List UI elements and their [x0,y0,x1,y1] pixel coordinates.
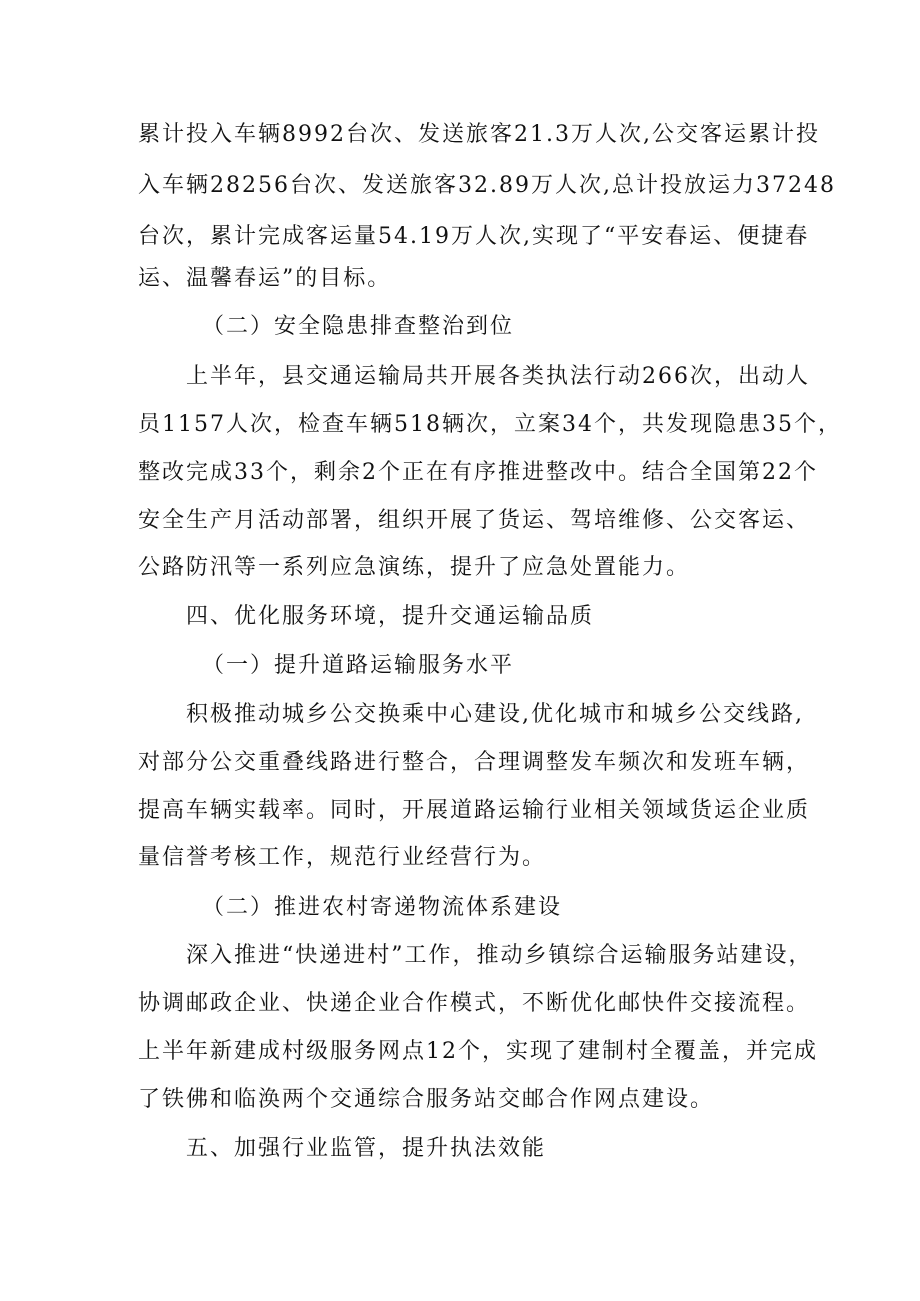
paragraph-line: 累计投入车辆8992台次、发送旅客21.3万人次,公交客运累计投 [138,122,820,147]
section-heading: 四、优化服务环境，提升交通运输品质 [186,604,595,629]
paragraph-line: 量信誉考核工作，规范行业经营行为。 [138,845,547,870]
paragraph-line: 安全生产月活动部署，组织开展了货运、驾培维修、公交客运、 [138,508,811,533]
paragraph-line: 入车辆28256台次、发送旅客32.89万人次,总计投放运力37248 [138,173,836,198]
paragraph-line: 台次，累计完成客运量54.19万人次,实现了“平安春运、便捷春 [138,224,810,249]
section-subheading: （二）安全隐患排查整治到位 [202,314,515,339]
paragraph-line: 提高车辆实载率。同时，开展道路运输行业相关领域货运企业质 [138,798,811,823]
paragraph-line: 深入推进“快递进村”工作，推动乡镇综合运输服务站建设， [186,943,813,968]
paragraph-line: 员1157人次，检查车辆518辆次，立案34个，共发现隐患35个， [138,412,842,437]
paragraph-line: 整改完成33个，剩余2个正在有序推进整改中。结合全国第22个 [138,460,818,485]
paragraph-line: 了铁佛和临涣两个交通综合服务站交邮合作网点建设。 [138,1087,715,1112]
section-heading: 五、加强行业监管，提升执法效能 [186,1136,547,1161]
paragraph-line: 协调邮政企业、快递企业合作模式，不断优化邮快件交接流程。 [138,991,811,1016]
paragraph-line: 公路防汛等一系列应急演练，提升了应急处置能力。 [138,555,691,580]
paragraph-line: 运、温馨春运”的目标。 [138,266,392,291]
section-subheading: （二）推进农村寄递物流体系建设 [202,895,563,920]
paragraph-line: 上半年，县交通运输局共开展各类执法行动266次，出动人 [186,364,810,389]
section-subheading: （一）提升道路运输服务水平 [202,653,515,678]
paragraph-line: 积极推动城乡公交换乘中心建设,优化城市和城乡公交线路, [186,702,804,727]
paragraph-line: 上半年新建成村级服务网点12个，实现了建制村全覆盖，并完成 [138,1039,818,1064]
paragraph-line: 对部分公交重叠线路进行整合，合理调整发车频次和发班车辆， [138,750,811,775]
